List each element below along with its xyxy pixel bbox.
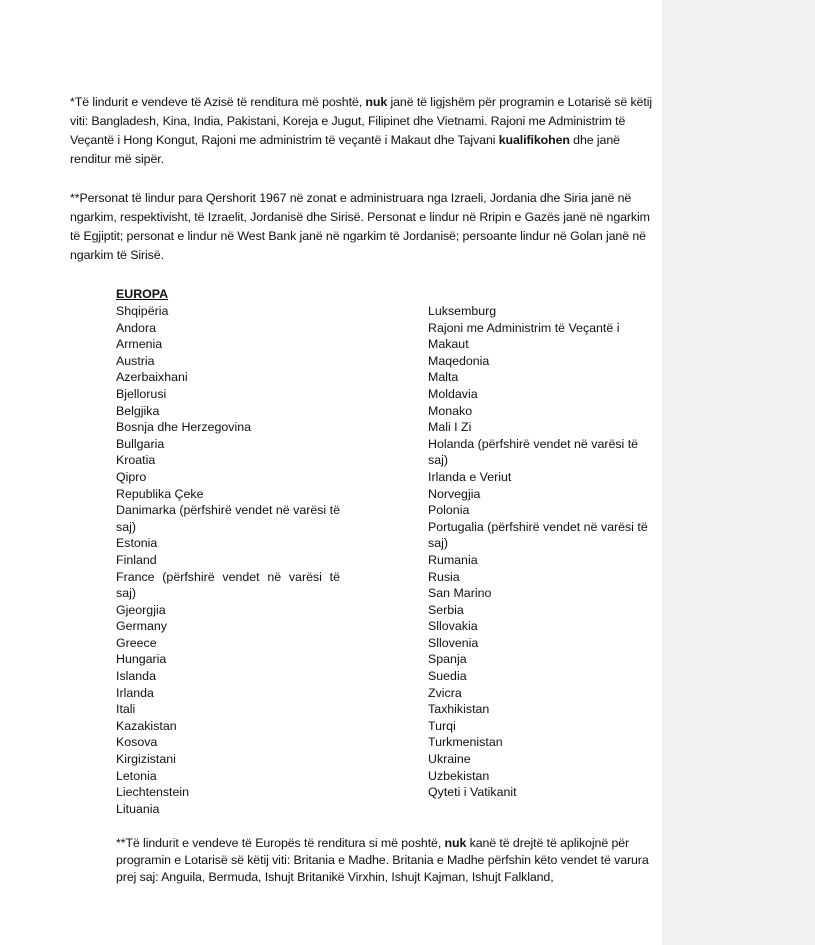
country-item: Germany (116, 619, 167, 634)
country-item: Shqipëria (116, 304, 169, 318)
asia-note-emphasis-nuk: nuk (365, 95, 388, 109)
country-item: Kirgizistani (116, 752, 176, 767)
country-item: Moldavia (428, 386, 478, 401)
country-item: Malta (428, 370, 459, 385)
country-item: Portugalia (përfshirë vendet në varësi të saj) (428, 519, 648, 551)
country-item: Bjellorusi (116, 386, 167, 401)
country-item: Maqedonia (428, 353, 490, 368)
country-item: Turqi (428, 718, 456, 733)
asia-note-text-cont: janë të ligjshëm për programin e Lotarisë së këtij viti: Bangladesh, Kina, India, Pakistani, Koreja e Jugut, Filipinet dhe Vietnami. Rajoni me Administrim të Veçantë i Hong Kongut, Rajoni me administrim të veçantë i Makaut dhe Tajvani (70, 95, 652, 147)
country-item: Rajoni me Administrim të Veçantë i Makaut (428, 320, 620, 352)
country-item: Ukraine (428, 752, 471, 767)
country-item: Itali (116, 702, 136, 717)
asia-note-text-end: dhe janë renditur më sipër. (70, 133, 620, 166)
country-item: Armenia (116, 337, 163, 352)
country-item: Danimarka (përfshirë vendet në varësi të saj) (116, 503, 340, 534)
country-item: Republika Çeke (116, 486, 204, 501)
europe-list-right (428, 303, 654, 801)
country-item: Serbia (428, 602, 464, 617)
country-item: Zvicra (428, 685, 462, 700)
middle-east-note: **Personat të lindur para Qershorit 1967 në zonat e administruara nga Izraeli, Jordania dhe Siria janë në ngarkim, respektivisht, të Izraelit, Jordanisë dhe Sirisë. Personat e lindur në Rripin e Gazës janë në ngarkim të Egjiptit; personat e lindur në West Bank janë në ngarkim të Jordanisë; persoante lindur në Golan janë në ngarkim të Sirisë. (70, 191, 650, 262)
country-item: Letonia (116, 768, 157, 783)
europe-note-emphasis-nuk: nuk (444, 836, 467, 850)
country-item: Qyteti i Vatikanit (428, 785, 517, 800)
country-item: Sllovenia (428, 635, 479, 650)
country-item: Taxhikistan (428, 702, 490, 717)
country-item: Irlanda e Veriut (428, 469, 512, 484)
country-item: Turkmenistan (428, 735, 503, 750)
country-item: Belgjika (116, 403, 160, 418)
country-item: Hungaria (116, 652, 167, 667)
country-item: France (përfshirë vendet në varësi të saj) (116, 569, 340, 601)
europe-list-left (116, 303, 340, 817)
country-item: Suedia (428, 669, 467, 684)
country-item: Polonia (428, 503, 470, 518)
country-item: Kosova (116, 735, 158, 750)
country-item: San Marino (428, 586, 492, 601)
country-item: Greece (116, 635, 157, 650)
europe-heading: EUROPA (116, 287, 169, 301)
country-item: Bosnja dhe Herzegovina (116, 420, 252, 435)
country-item: Luksemburg (428, 304, 497, 318)
country-item: Irlanda (116, 685, 154, 700)
country-item: Rusia (428, 569, 460, 584)
country-item: Estonia (116, 536, 158, 551)
country-item: Sllovakia (428, 619, 478, 634)
country-item: Qipro (116, 469, 147, 484)
europe-note (116, 835, 661, 886)
europe-note-text: **Të lindurit e vendeve të Europës të renditura si më poshtë, (116, 836, 445, 850)
asia-note-text: *Të lindurit e vendeve të Azisë të renditura më poshtë, (70, 95, 366, 109)
comment-margin-pane (662, 0, 815, 945)
asia-note-emphasis-kualifikohen: kualifikohen (498, 133, 570, 147)
country-item: Andora (116, 320, 156, 335)
country-item: Kazakistan (116, 718, 177, 733)
country-item: Rumania (428, 552, 478, 567)
country-item: Norvegjia (428, 486, 481, 501)
country-item: Lituania (116, 801, 160, 816)
country-item: Islanda (116, 669, 156, 684)
country-item: Uzbekistan (428, 768, 490, 783)
country-item: Holanda (përfshirë vendet në varësi të saj) (428, 436, 639, 468)
country-item: Gjeorgjia (116, 602, 166, 617)
country-item: Spanja (428, 652, 467, 667)
country-item: Monako (428, 403, 473, 418)
country-item: Liechtenstein (116, 785, 190, 800)
country-item: Kroatia (116, 453, 156, 468)
country-item: Bullgaria (116, 436, 165, 451)
country-item: Mali I Zi (428, 420, 472, 435)
country-item: Azerbaixhani (116, 370, 188, 385)
country-item: Finland (116, 552, 157, 567)
country-item: Austria (116, 353, 155, 368)
europe-note-text-end: kanë të drejtë të aplikojnë për programin e Lotarisë së këtij viti: Britania e Madhe. Britania e Madhe përfshin këto vendet të varura prej saj: Anguila, Bermuda, Ishujt Britanikë Virxhin, Ishujt Kajman, Ishujt Falkland, (116, 836, 649, 884)
asia-note (70, 93, 655, 169)
